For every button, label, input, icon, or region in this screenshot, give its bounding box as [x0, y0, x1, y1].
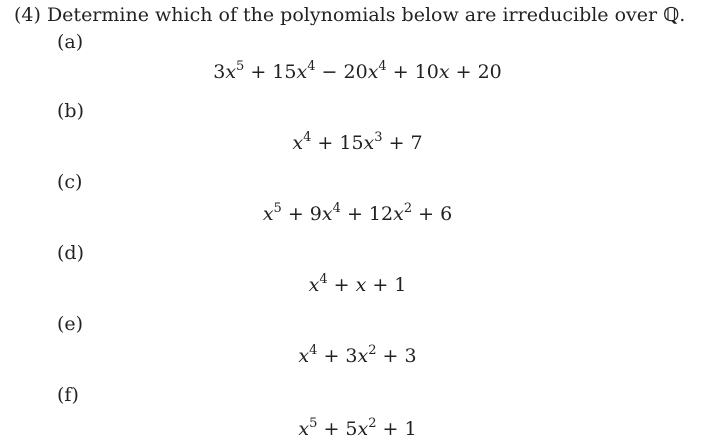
rationals-symbol: ℚ — [663, 4, 680, 26]
part-label-f: (f) — [57, 384, 79, 406]
polynomial-expression: $3x^5 + 15x^4 - 20x^4 + 10x + 20$ — [213, 59, 502, 83]
problem-heading — [14, 4, 685, 26]
polynomial-b — [0, 132, 715, 154]
heading-period: . — [679, 4, 686, 26]
part-label-b: (b) — [57, 100, 84, 122]
polynomial-c — [0, 203, 715, 225]
polynomial-f — [0, 418, 715, 440]
part-label-a: (a) — [57, 31, 84, 53]
heading-text: (4) Determine which of the polynomials below are irreducible over — [14, 4, 664, 26]
polynomial-expression: $x^4 + 15x^3 + 7$ — [292, 130, 423, 154]
polynomial-d — [0, 274, 715, 296]
part-label-e: (e) — [57, 313, 84, 335]
polynomial-a — [0, 61, 715, 83]
polynomial-e — [0, 345, 715, 367]
polynomial-expression: $x^4 + x + 1$ — [308, 272, 407, 296]
polynomial-expression: $x^4 + 3x^2 + 3$ — [298, 343, 417, 367]
polynomial-expression: $x^5 + 5x^2 + 1$ — [298, 416, 417, 440]
part-label-d: (d) — [57, 242, 84, 264]
polynomial-expression: $x^5 + 9x^4 + 12x^2 + 6$ — [262, 201, 453, 225]
part-label-c: (c) — [57, 171, 83, 193]
